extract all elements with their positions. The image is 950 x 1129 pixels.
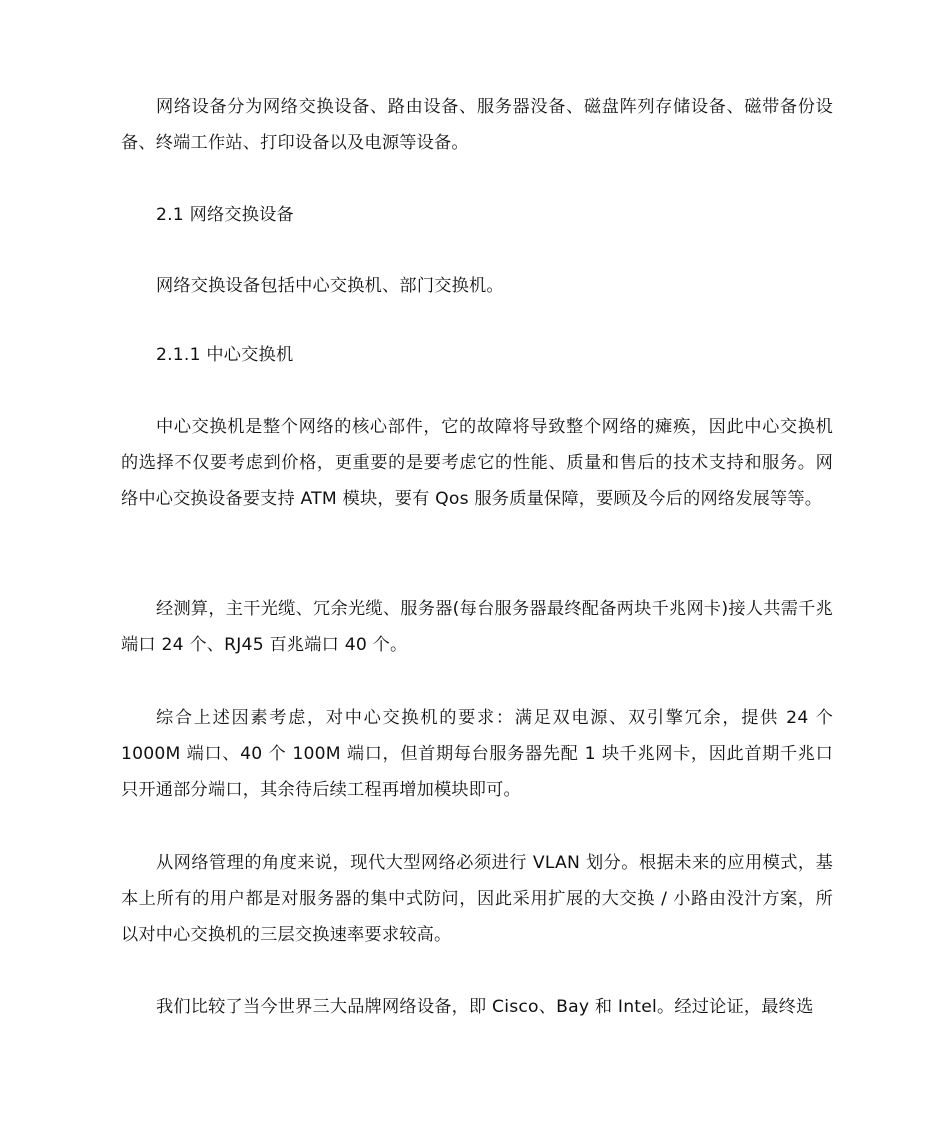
requirements-paragraph: 综合上述因素考虑，对中心交换机的要求：满足双电源、双引擎冗余，提供 24 个 1000M 端口、40 个 100M 端口，但首期每台服务器先配 1 块千兆网卡，因此首期千兆口只开通部分端口，其余待后续工程再增加模块即可。 bbox=[121, 708, 833, 800]
vlan-paragraph: 从网络管理的角度来说，现代大型网络必须进行 VLAN 划分。根据未来的应用模式，基本上所有的用户都是对服务器的集中式防问，因此采用扩展的大交换 / 小路由没汁方案，所以对中心交换机的三层交换速率要求较高。 bbox=[121, 853, 833, 945]
brand-comparison-paragraph: 我们比较了当今世界三大品牌网络设备，即 Cisco、Bay 和 Intel。经过论证，最终选 bbox=[156, 997, 814, 1017]
switch-equipment-paragraph: 网络交换设备包括中心交换机、部门交换机。 bbox=[156, 276, 504, 296]
intro-paragraph: 网络设备分为网络交换设备、路由设备、服务器没备、磁盘阵列存储设备、磁带备份设备、终端工作站、打印设备以及电源等设备。 bbox=[121, 97, 833, 153]
port-calculation-paragraph: 经测算，主干光缆、冗余光缆、服务器(每台服务器最终配备两块千兆网卡)接人共需千兆端口 24 个、RJ45 百兆端口 40 个。 bbox=[121, 599, 833, 655]
section-heading-2-1-1: 2.1.1 中心交换机 bbox=[156, 345, 294, 365]
section-heading-2-1: 2.1 网络交换设备 bbox=[156, 205, 294, 225]
core-switch-paragraph: 中心交换机是整个网络的核心部件，它的故障将导致整个网络的瘫痪，因此中心交换机的选择不仅要考虑到价格，更重要的是要考虑它的性能、质量和售后的技术支持和服务。网络中心交换设备要支持 ATM 模块，要有 Qos 服务质量保障，要顾及今后的网络发展等等。 bbox=[121, 417, 833, 509]
